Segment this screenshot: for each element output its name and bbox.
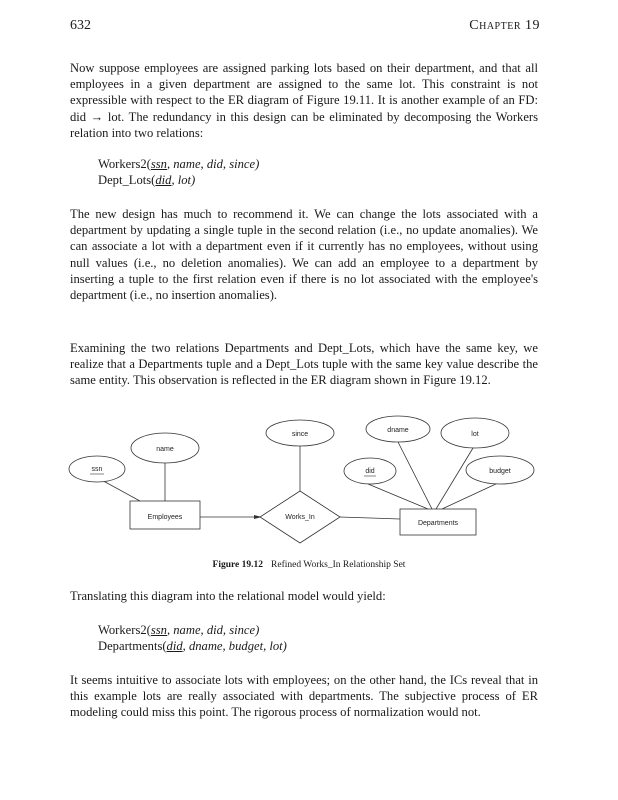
relation-workers2-final: Workers2(ssn, name, did, since) xyxy=(98,623,260,637)
label-budget: budget xyxy=(489,468,511,475)
relation-workers2: Workers2(ssn, name, did, since) xyxy=(98,157,260,171)
link-budget xyxy=(442,483,498,509)
label-departments: Departments xyxy=(417,520,459,527)
label-did: did xyxy=(365,468,375,475)
figure-title: Refined Works_In Relationship Set xyxy=(271,560,406,570)
key-ssn: ssn xyxy=(150,157,167,171)
label-since: since xyxy=(291,431,309,438)
relation-departments-final: Departments(did, dname, budget, lot) xyxy=(98,639,287,653)
paragraph-conclusion: It seems intuitive to associate lots with employees; on the other hand, the ICs reveal that in this example lots are really associated with departments. The subjective process of ER modeling could miss this point. The rigorous process of normalization would not. xyxy=(70,673,538,720)
label-lot: lot xyxy=(471,431,479,438)
page-number: 632 xyxy=(70,18,91,33)
label-name: name xyxy=(156,446,174,453)
er-diagram xyxy=(0,405,618,555)
figure-label: Figure 19.12 xyxy=(212,560,264,570)
paragraph-new-design: The new design has much to recommend it. We can change the lots associated with a department by updating a single tuple in the second relation (i.e., no update anomalies). We can associate a lot with a department even if it currently has no employees, without using null values (i.e., no deletion anomalies). We can add an employee to a department by inserting a tuple to the first relation even if there is no lot associated with the employee's department (i.e., no insertion anomalies). xyxy=(70,207,538,303)
key-did: did xyxy=(155,173,172,187)
key-ssn: ssn xyxy=(150,623,167,637)
paragraph-same-key: Examining the two relations Departments and Dept_Lots, which have the same key, we realize that a Departments tuple and a Dept_Lots tuple with the same key value describe the same entity. This observation is reflected in the ER diagram shown in Figure 19.12. xyxy=(70,341,538,388)
figure-caption xyxy=(0,560,618,570)
paragraph-fd-intro: Now suppose employees are assigned parking lots based on their department, and that all employees in a given department are assigned to the same lot. This constraint is not expressible with respect to the ER diagram of Figure 19.11. It is another example of an FD: did → lot. The redundancy in this design can be eliminated by decomposing the Workers relation into two relations: xyxy=(70,61,538,140)
label-works-in: Works_In xyxy=(285,514,315,521)
link-lot xyxy=(436,448,473,509)
label-ssn: ssn xyxy=(91,466,103,473)
label-dname: dname xyxy=(387,427,409,434)
paragraph-translating: Translating this diagram into the relational model would yield: xyxy=(70,589,386,603)
link-did xyxy=(368,484,428,509)
label-employees: Employees xyxy=(147,514,183,521)
key-did: did xyxy=(166,639,183,653)
link-worksin-departments xyxy=(340,517,400,519)
chapter-heading: Chapter 19 xyxy=(469,18,540,33)
relation-dept-lots: Dept_Lots(did, lot) xyxy=(98,173,196,187)
